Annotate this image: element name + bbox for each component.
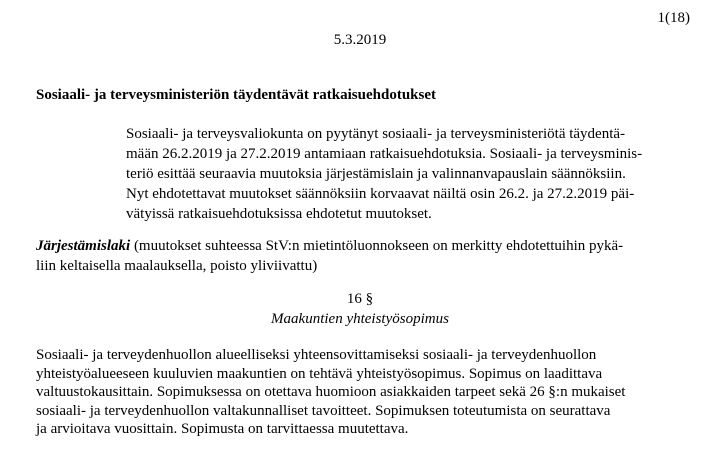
page-number: 1(18) [657,10,690,26]
section-body [36,346,686,439]
document-date: 5.3.2019 [333,32,387,48]
section-title: Maakuntien yhteistyösopimus [271,311,449,327]
intro-line: Nyt ehdotettavat muutokset säännöksiin korvaavat näiltä osin 26.2. ja 27.2.2019 päi- [126,186,635,202]
intro-paragraph [126,124,686,224]
intro-line: teriö esittää seuraavia muutoksia järjestämislain ja valinnanvapauslain säännöksiin. [126,166,626,182]
body-line: Sosiaali- ja terveydenhuollon alueelliseksi yhteensovittamiseksi sosiaali- ja terveydenhuollon [36,347,597,363]
intro-line: Sosiaali- ja terveysvaliokunta on pyytänyt sosiaali- ja terveysministeriötä täydentä- [126,126,626,142]
body-line: sosiaali- ja terveydenhuollon valtakunnalliset tavoitteet. Sopimuksen toteutumista on seurattava [36,402,611,419]
section-number: 16 § [346,291,374,307]
section-header [0,289,720,329]
body-line: valtuustokausittain. Sopimuksessa on otettava huomioon asiakkaiden tarpeet sekä 26 §:n mukaiset [36,384,626,400]
law-note: (muutokset suhteessa StV:n mietintöluonnokseen on merkitty ehdotettuihin pykä- [130,238,624,254]
intro-line: vätyissä ratkaisuehdotuksissa ehdotetut muutokset. [126,206,432,222]
law-line-2: liin keltaisella maalauksella, poisto yliviivattu) [36,258,318,274]
law-paragraph [36,236,686,276]
body-line: yhteistyöalueeseen kuuluvien maakuntien on tehtävä yhteistyösopimus. Sopimus on laadittava [36,365,603,382]
intro-line: mään 26.2.2019 ja 27.2.2019 antamiaan ratkaisuehdotuksia. Sosiaali- ja terveysminis- [126,146,643,162]
law-title: Järjestämislaki [36,238,131,254]
document-heading: Sosiaali- ja terveysministeriön täydentävät ratkaisuehdotukset [36,87,436,103]
body-line: ja arvioitava vuosittain. Sopimusta on tarvittaessa muutettava. [36,421,409,437]
law-line-1 [36,236,686,256]
